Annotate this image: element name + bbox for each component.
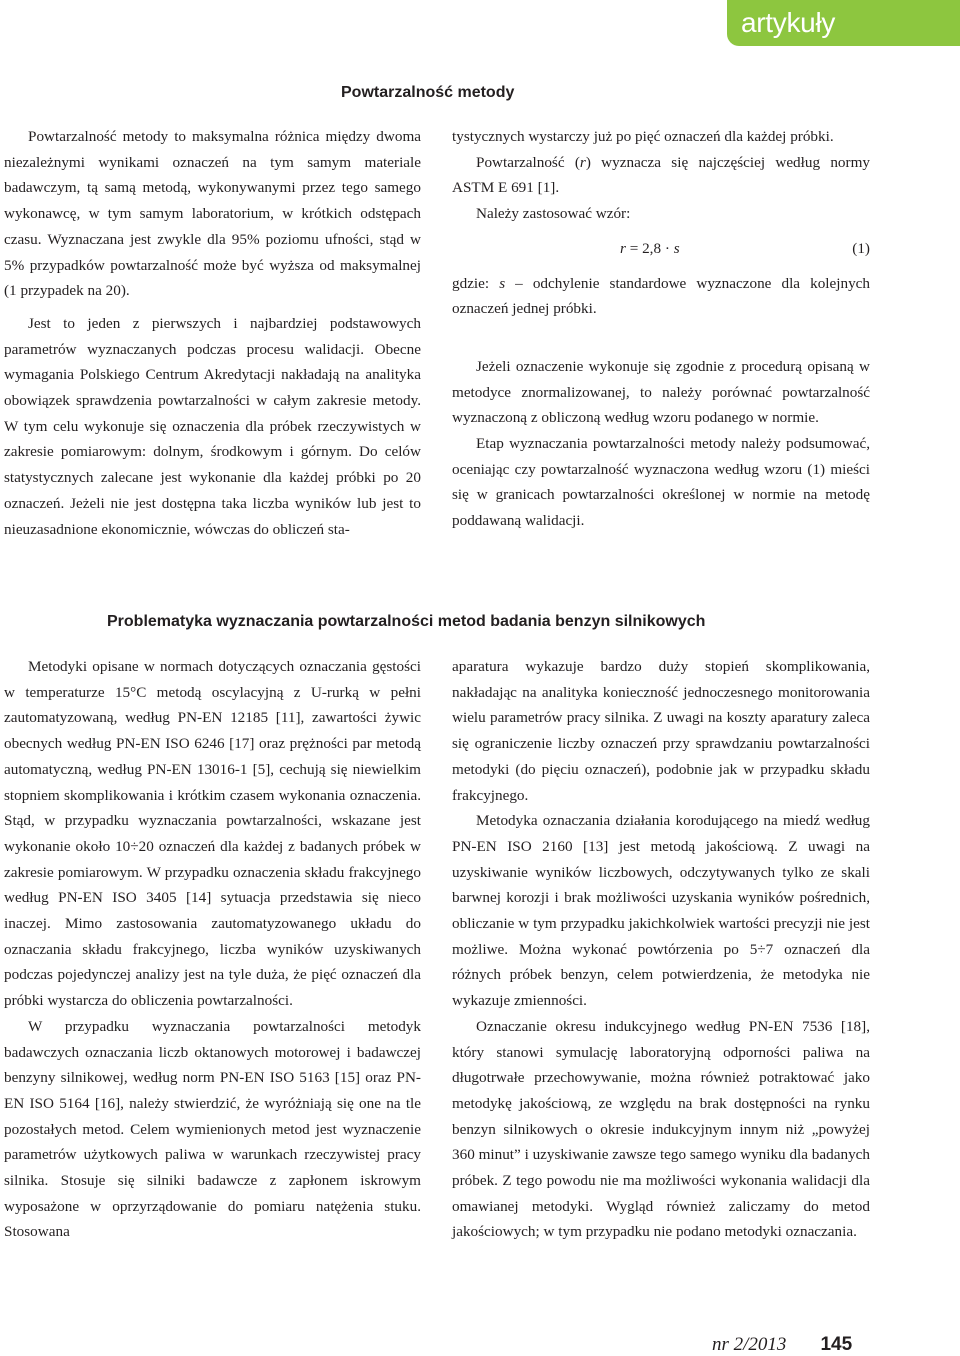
page-number: 145 [820, 1334, 853, 1355]
paragraph: Należy zastosować wzór: [476, 205, 631, 223]
issue-number: nr 2/2013 [712, 1334, 787, 1355]
formula-number: (1) [852, 239, 870, 257]
column-left-bottom [4, 654, 421, 1245]
section-title-repeatability: Powtarzalność metody [341, 84, 515, 101]
paragraph: Metodyka oznaczania działania korodującego na miedź według PN-EN ISO 2160 [13] jest metodą jakościową. Z uwagi na uzyskiwanie wyników liczbowych, odczytywanych tylko ze skali barwnej korozji i brak możliwości uzyskania wyników pośrednich, obliczanie w tym przypadku jakichkolwiek wartości precyzji nie jest możliwe. Można wykonać powtórzenia po 5÷7 oznaczeń dla różnych próbek benzyn, celem potwierdzenia, że metodyka nie wykazuje zmienności. [452, 812, 870, 1010]
paragraph: Jeżeli oznaczenie wykonuje się zgodnie z procedurą opisaną w metodyce znormalizowanej, to należy porównać powtarzalność wyznaczoną z obliczoną według wzoru podanego w normie. [452, 357, 870, 427]
column-right-top [452, 124, 870, 534]
paragraph: W przypadku wyznaczania powtarzalności metodyk badawczych oznaczania liczb oktanowych motorowej i badawczej benzyny silnikowej, według norm PN-EN ISO 5163 [15] oraz PN-EN ISO 5164 [16], należy stwierdzić, że wyróżniają się one na tle pozostałych metod. Celem wymienionych metod jest wyznaczenie parametrów użytkowych paliwa w warunkach rzeczywistej pracy silnika. Stosuje się silniki badawcze z zapłonem iskrowym wyposażone w oprzyrządowanie do pomiaru natężenia stuku. Stosowana [4, 1017, 421, 1241]
paragraph: Oznaczanie okresu indukcyjnego według PN-EN 7536 [18], który stanowi symulację laboratoryjną odporności paliwa na długotrwałe przechowywanie, można również potraktować jako metodykę jakościową, ze względu na brak dostępności na rynku benzyn silnikowych o okresie indukcyjnym innym niż „powyżej 360 minut” i uzyskiwanie zawsze tego samego wyniku dla badanych próbek. Z tego powodu nie ma możliwości wykonania walidacji dla omawianej metodyki. Wygląd również zaliczamy do metod jakościowych; w tym przypadku nie podano metodyki oznaczania. [452, 1017, 870, 1241]
paragraph: tystycznych wystarczy już po pięć oznaczeń dla każdej próbki. [452, 128, 834, 145]
paragraph: Metodyki opisane w normach dotyczących oznaczania gęstości w temperaturze 15°C metodą oscylacyjną z U-rurką w pełni zautomatyzowaną, według PN-EN 12185 [11], zawartości żywic obecnych według PN-EN ISO 6246 [17] oraz prężności par metodą automatyczną, według PN-EN 13016-1 [5], cechują się niewielkim stopniem skomplikowania i krótkim czasem wykonania oznaczenia. Stąd, w przypadku wyznaczania powtarzalności, wskazane jest wykonanie około 10÷20 oznaczeń dla każdej z badanych próbek w zakresie pomiarowym. W przypadku oznaczenia składu frakcyjnego według PN-EN ISO 3405 [14] sytuacja przedstawia się nieco inaczej. Mimo zastosowania zautomatyzowanego układu do oznaczania składu frakcyjnego, liczba wyników uzyskiwanych podczas pojedynczej analizy jest na tyle duża, że pięć oznaczeń dla próbki wystarcza do obliczenia powtarzalności. [4, 658, 421, 1010]
paragraph: Powtarzalność metody to maksymalna różnica między dwoma niezależnymi wynikami oznaczeń na tym samym materiale badawczym, tą samą metodą, wykonywanymi przez tego samego wykonawcę, w tym samym laboratorium, w krótkich odstępach czasu. Wyznaczana jest zwykle dla 95% poziomu ufności, stąd w 5% przypadków powtarzalność może być wyższa od maksymalnej (1 przypadek na 20). [4, 128, 421, 300]
paragraph: Powtarzalność (r) wyznacza się najczęściej według normy ASTM E 691 [1]. [452, 153, 870, 197]
paragraph: Jest to jeden z pierwszych i najbardziej podstawowych parametrów wyznaczanych podczas procesu walidacji. Obecne wymagania Polskiego Centrum Akredytacji nakładają na analityka obowiązek sprawdzenia powtarzalności w całym zakresie metody. W tym celu wykonuje się oznaczenia dla próbek rzeczywistych w zakresie pomiarowym: dolnym, środkowym i górnym. Do celów statystycznych zalecane jest wykonanie dla każdej próbki po 20 oznaczeń. Jeżeli nie jest dostępna taka liczba wyników lub jest to nieuzasadnione ekonomicznie, wówczas do obliczeń sta- [4, 314, 421, 538]
section-title-gasoline-methods: Problematyka wyznaczania powtarzalności metod badania benzyn silnikowych [107, 613, 706, 630]
paragraph: Etap wyznaczania powtarzalności metody należy podsumować, oceniając czy powtarzalność wyznaczona według wzoru (1) mieści się w granicach powtarzalności określonej w normie na metodę poddawaną walidacji. [452, 435, 870, 530]
column-left-top [4, 124, 421, 542]
paragraph: aparatura wykazuje bardzo duży stopień skomplikowania, nakładając na analityka konieczność jednoczesnego monitorowania wielu parametrów pracy silnika. Z uwagi na koszty aparatury zaleca się ograniczenie liczby oznaczeń przy sprawdzaniu powtarzalności metodyki (do pięciu oznaczeń), podobnie jak w przypadku składu frakcyjnego. [452, 658, 870, 804]
page-footer [712, 1334, 852, 1356]
formula-expression: r = 2,8 · s [620, 239, 680, 257]
section-tab: artykuły [727, 0, 960, 46]
column-right-bottom [452, 654, 870, 1245]
formula [452, 236, 870, 262]
formula-explanation: gdzie: s – odchylenie standardowe wyznaczone dla kolejnych oznaczeń jednej próbki. [452, 274, 870, 318]
